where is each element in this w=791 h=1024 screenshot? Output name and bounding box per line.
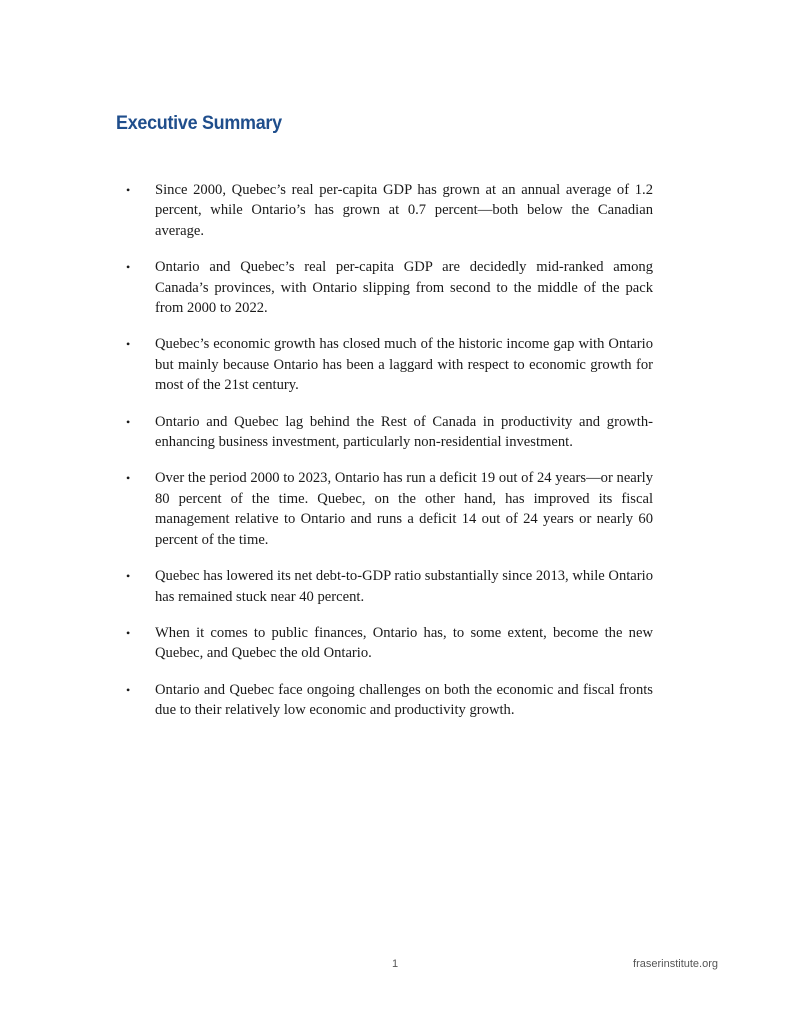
bullet-icon: •: [126, 569, 131, 584]
bullet-item: [120, 180, 653, 241]
page-title: Executive Summary: [116, 112, 282, 134]
bullet-item: [120, 468, 653, 550]
bullet-icon: •: [126, 337, 131, 352]
bullet-text: Quebec has lowered its net debt-to-GDP ratio substantially since 2013, while Ontario has remained stuck near 40 percent.: [155, 568, 653, 605]
bullet-item: [120, 257, 653, 318]
bullet-icon: •: [126, 414, 131, 429]
bullet-icon: •: [126, 183, 131, 197]
bullet-item: [120, 680, 653, 721]
bullet-text: Ontario and Quebec lag behind the Rest of Canada in productivity and growth-enhancing business investment, particularly non-residential investment.: [155, 413, 653, 451]
website-link[interactable]: fraserinstitute.org: [633, 958, 718, 970]
bullet-item: [120, 334, 653, 395]
bullet-item: [120, 412, 653, 453]
bullet-text: Over the period 2000 to 2023, Ontario has run a deficit 19 out of 24 years—or nearly 80 percent of the time. Quebec, on the other hand, has improved its fiscal management relative to Ontario and runs a deficit 14 out of 24 years or nearly 60 percent of the time.: [155, 470, 653, 548]
bullet-text: Since 2000, Quebec’s real per-capita GDP has grown at an annual average of 1.2 percent, while Ontario’s has grown at 0.7 percent—both below the Canadian average.: [155, 182, 653, 239]
page-number: 1: [392, 958, 399, 970]
bullet-text: Quebec’s economic growth has closed much of the historic income gap with Ontario but mainly because Ontario has been a laggard with respect to economic growth for most of the 21st century.: [155, 336, 653, 394]
bullet-icon: •: [126, 260, 131, 275]
summary-bullet-list: [120, 180, 653, 737]
bullet-item: [120, 623, 653, 664]
bullet-text: Ontario and Quebec’s real per-capita GDP are decidedly mid-ranked among Canada’s provinces, with Ontario slipping from second to the middle of the pack from 2000 to 2022.: [155, 259, 653, 317]
bullet-text: When it comes to public finances, Ontario has, to some extent, become the new Quebec, and Quebec the old Ontario.: [155, 624, 653, 662]
bullet-icon: •: [126, 625, 131, 640]
bullet-icon: •: [126, 682, 131, 697]
bullet-icon: •: [126, 471, 131, 486]
bullet-item: [120, 566, 653, 607]
bullet-text: Ontario and Quebec face ongoing challenges on both the economic and fiscal fronts due to their relatively low economic and productivity growth.: [155, 681, 653, 719]
